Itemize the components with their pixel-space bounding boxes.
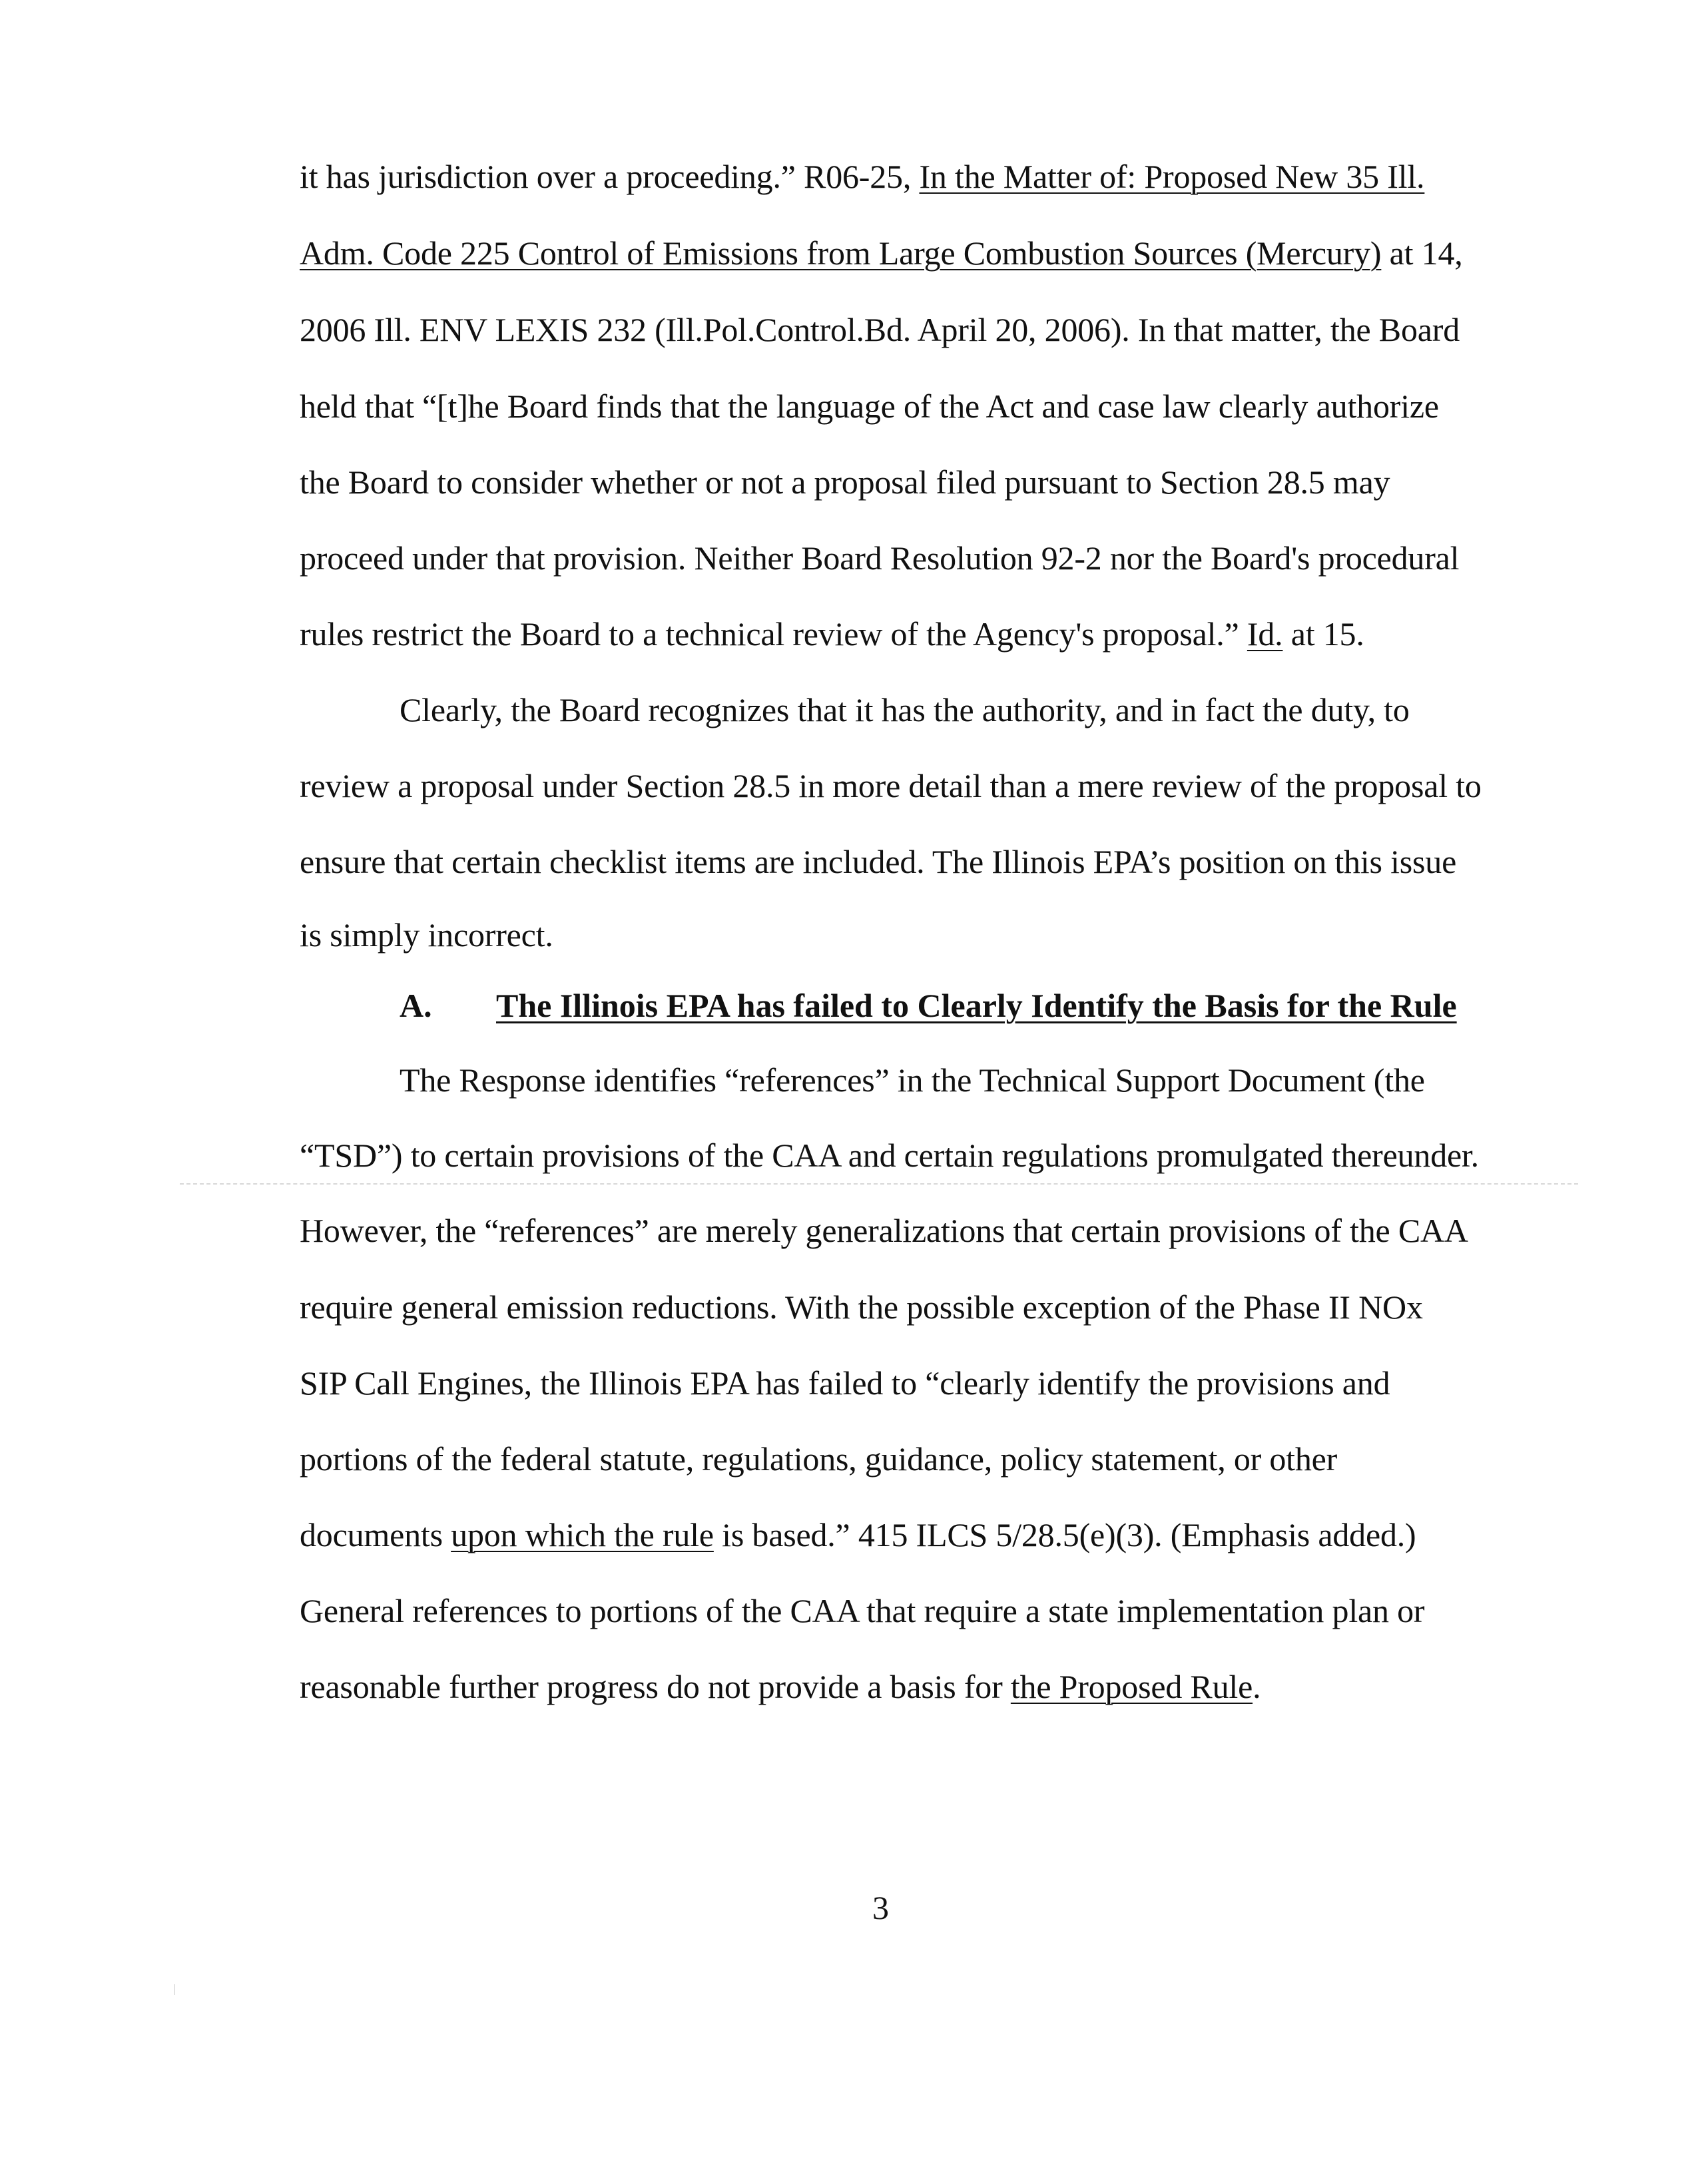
paragraph-3-line-8: General references to portions of the CAA that require a state implementation plan or [300, 1592, 1425, 1629]
paragraph-1-line-7 [300, 614, 1364, 654]
body-text: it has jurisdiction over a proceeding.” R06-25, [300, 158, 920, 195]
paragraph-3-line-5: SIP Call Engines, the Illinois EPA has failed to “clearly identify the provisions and [300, 1364, 1390, 1402]
body-text: documents [300, 1516, 451, 1553]
scan-mark [174, 1984, 175, 1995]
paragraph-1-line-6: proceed under that provision. Neither Board Resolution 92-2 nor the Board's procedural [300, 539, 1460, 577]
section-heading-letter: A. [400, 987, 432, 1024]
paragraph-2-line-1: Clearly, the Board recognizes that it has the authority, and in fact the duty, to [400, 691, 1410, 728]
case-citation-text: Adm. Code 225 Control of Emissions from Large Combustion Sources (Mercury) [300, 234, 1382, 272]
paragraph-3-line-6: portions of the federal statute, regulations, guidance, policy statement, or other [300, 1440, 1338, 1478]
paragraph-3-line-3: However, the “references” are merely generalizations that certain provisions of the CAA [300, 1212, 1468, 1249]
paragraph-2-line-2: review a proposal under Section 28.5 in more detail than a mere review of the proposal to [300, 767, 1482, 804]
paragraph-1-line-4: held that “[t]he Board finds that the language of the Act and case law clearly authorize [300, 388, 1439, 425]
paragraph-3-line-9 [300, 1667, 1261, 1707]
paragraph-3-line-4: require general emission reductions. With the possible exception of the Phase II NOx [300, 1288, 1423, 1326]
body-text: . [1253, 1668, 1261, 1705]
paragraph-2-line-4: is simply incorrect. [300, 916, 553, 954]
section-heading-title: The Illinois EPA has failed to Clearly Identify the Basis for the Rule [496, 987, 1457, 1024]
paragraph-1-line-1 [300, 156, 1424, 196]
paragraph-1-line-2 [300, 233, 1463, 273]
case-citation-text: In the Matter of: Proposed New 35 Ill. [919, 158, 1425, 195]
paragraph-1-line-3: 2006 Ill. ENV LEXIS 232 (Ill.Pol.Control.Bd. April 20, 2006). In that matter, the Board [300, 311, 1460, 348]
paragraph-3-line-2: “TSD”) to certain provisions of the CAA and certain regulations promulgated thereunder. [300, 1137, 1479, 1174]
id-citation-text: Id. [1247, 615, 1283, 653]
body-text: at 14, [1381, 234, 1463, 272]
body-text: rules restrict the Board to a technical review of the Agency's proposal.” [300, 615, 1247, 653]
paragraph-3-line-1: The Response identifies “references” in the Technical Support Document (the [400, 1061, 1425, 1099]
body-text: is based.” 415 ILCS 5/28.5(e)(3). (Emphasis added.) [713, 1516, 1416, 1553]
body-text: reasonable further progress do not provide a basis for [300, 1668, 1011, 1705]
paragraph-1-line-5: the Board to consider whether or not a proposal filed pursuant to Section 28.5 may [300, 463, 1390, 501]
page-number: 3 [872, 1889, 889, 1926]
body-text: at 15. [1282, 615, 1364, 653]
scan-line-artifact [180, 1183, 1578, 1185]
emphasis-underline-text: upon which the rule [451, 1516, 714, 1553]
paragraph-3-line-7 [300, 1515, 1416, 1555]
paragraph-2-line-3: ensure that certain checklist items are included. The Illinois EPA’s position on this issue [300, 843, 1457, 880]
proposed-rule-text: the Proposed Rule [1010, 1668, 1253, 1705]
